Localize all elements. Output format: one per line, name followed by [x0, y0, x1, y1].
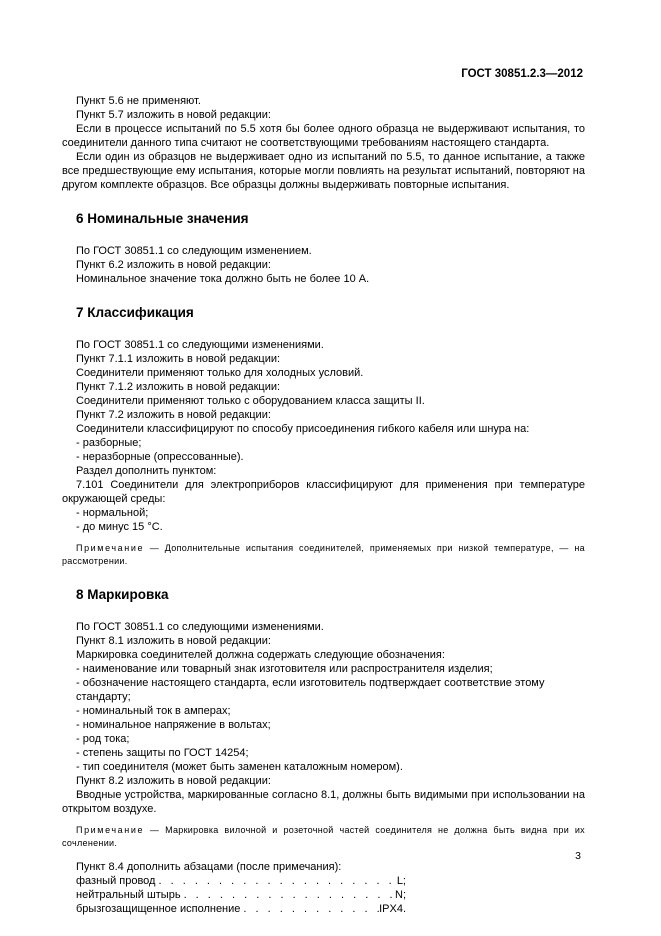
- list-item: - номинальное напряжение в вольтах;: [62, 718, 585, 732]
- code-row: [76, 902, 406, 916]
- code-name: брызгозащищенное исполнение: [76, 903, 241, 915]
- note: [62, 542, 585, 568]
- document-body: [62, 94, 585, 916]
- paragraph: 7.101 Соединители для электроприборов классифицируют для применения при температуре окружающей среды:: [62, 479, 585, 505]
- code-value: N;: [395, 889, 406, 901]
- note-text: — Маркировка вилочной и розеточной частей соединителя не должна быть видна при их сочленении.: [62, 825, 585, 848]
- list-item: - обозначение настоящего стандарта, если изготовитель подтверждает соответствие этому стандарту;: [62, 676, 585, 704]
- section-7-heading: 7 Классификация: [76, 305, 194, 320]
- paragraph: Вводные устройства, маркированные согласно 8.1, должны быть видимыми при использовании на открытом воздухе.: [62, 789, 585, 815]
- note: [62, 824, 585, 850]
- paragraph: Соединители применяют только для холодных условий.: [76, 367, 364, 379]
- note-label: Примечание: [76, 825, 145, 835]
- code-name: фазный провод: [76, 875, 156, 887]
- paragraph: Пункт 5.7 изложить в новой редакции:: [76, 109, 271, 121]
- paragraph: Пункт 5.6 не применяют.: [76, 95, 201, 107]
- paragraph: Если в процессе испытаний по 5.5 хотя бы более одного образца не выдерживают испытания, то соединители данного типа считают не соответствующими требованиям настоящего стандарта.: [62, 123, 585, 149]
- paragraph: Пункт 8.4 дополнить абзацами (после примечания):: [76, 861, 342, 873]
- code-value: L;: [396, 875, 406, 887]
- paragraph: По ГОСТ 30851.1 со следующим изменением.: [76, 245, 312, 257]
- paragraph: Пункт 7.2 изложить в новой редакции:: [76, 409, 271, 421]
- code-value: IPX4.: [379, 903, 406, 915]
- list-item: - разборные;: [62, 436, 585, 450]
- note-text: — Дополнительные испытания соединителей, применяемых при низкой температуре, — на рассмотрении.: [62, 543, 585, 566]
- list-item: - номинальный ток в амперах;: [62, 704, 585, 718]
- list-item: - род тока;: [62, 732, 585, 746]
- paragraph: Соединители классифицируют по способу присоединения гибкого кабеля или шнура на:: [76, 423, 530, 435]
- page-number: 3: [575, 850, 581, 862]
- paragraph: Пункт 8.2 изложить в новой редакции:: [76, 775, 271, 787]
- paragraph: По ГОСТ 30851.1 со следующими изменениями.: [76, 339, 324, 351]
- list-item: - степень защиты по ГОСТ 14254;: [62, 746, 585, 760]
- paragraph: Маркировка соединителей должна содержать следующие обозначения:: [76, 649, 445, 661]
- code-name: нейтральный штырь: [76, 889, 181, 901]
- list-item: - тип соединителя (может быть заменен каталожным номером).: [62, 760, 585, 774]
- list-item: - наименование или товарный знак изготовителя или распространителя изделия;: [62, 662, 585, 676]
- list-item: - нормальной;: [62, 506, 585, 520]
- code-row: [76, 874, 406, 888]
- leader-dots: [181, 888, 395, 902]
- leader-dots: [155, 874, 396, 888]
- list-item: - неразборные (опрессованные).: [62, 450, 585, 464]
- section-8-heading: 8 Маркировка: [76, 587, 169, 602]
- list-item: - до минус 15 °С.: [62, 520, 585, 534]
- leader-dots: [240, 902, 379, 916]
- code-row: [76, 888, 406, 902]
- paragraph: Если один из образцов не выдерживает одно из испытаний по 5.5, то данное испытание, а также все предшествующие ему испытания, которые могли повлиять на результат испытаний, повторяют на другом комплекте образцов. Все образцы должны выдерживать повторные испытания.: [62, 151, 585, 191]
- paragraph: Соединители применяют только с оборудованием класса защиты II.: [76, 395, 425, 407]
- document-header: ГОСТ 30851.2.3—2012: [461, 68, 583, 80]
- paragraph: Пункт 7.1.1 изложить в новой редакции:: [76, 353, 281, 365]
- section-6-heading: 6 Номинальные значения: [76, 211, 249, 226]
- paragraph: Раздел дополнить пунктом:: [76, 465, 217, 477]
- note-label: Примечание: [76, 543, 145, 553]
- paragraph: Пункт 7.1.2 изложить в новой редакции:: [76, 381, 281, 393]
- paragraph: Пункт 6.2 изложить в новой редакции:: [76, 259, 271, 271]
- paragraph: По ГОСТ 30851.1 со следующими изменениями.: [76, 621, 324, 633]
- paragraph: Номинальное значение тока должно быть не более 10 А.: [76, 273, 370, 285]
- paragraph: Пункт 8.1 изложить в новой редакции:: [76, 635, 271, 647]
